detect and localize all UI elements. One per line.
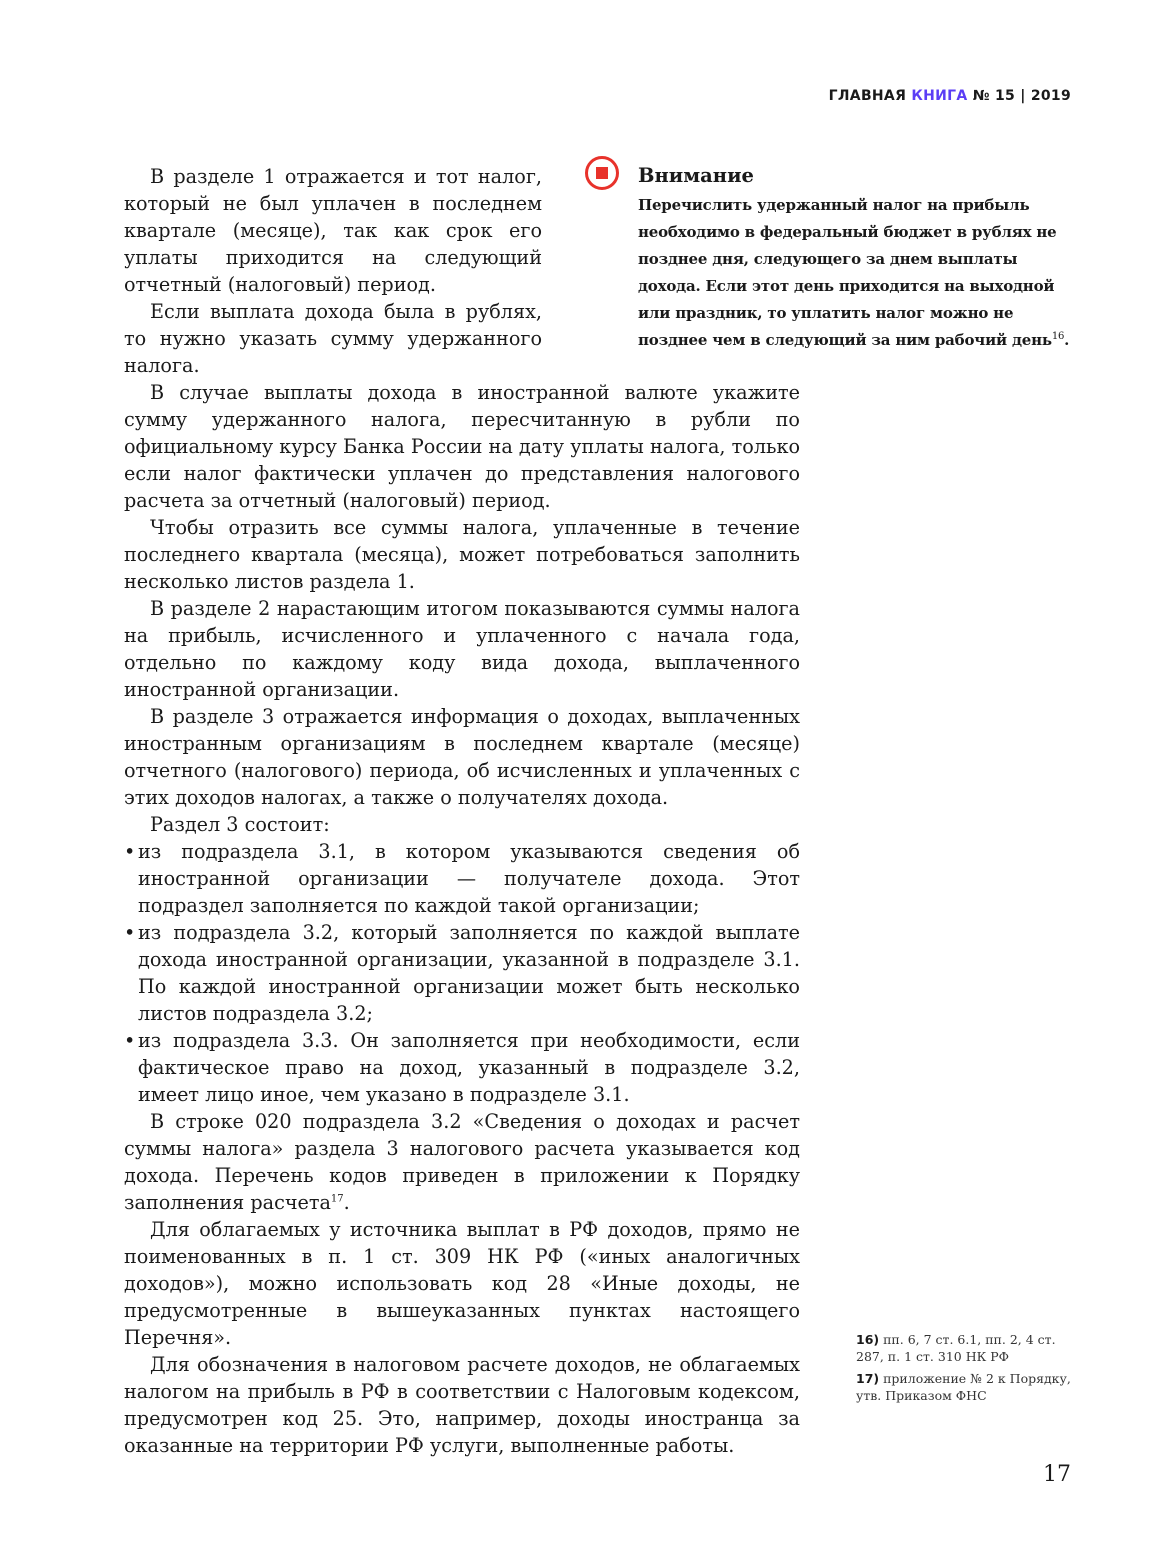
paragraph: В разделе 2 нарастающим итогом показываются суммы налога на прибыль, исчисленного и уплаченного с начала года, отдельно по каждому коду вида дохода, выплаченного иностранной организации. xyxy=(124,597,800,701)
page-number: 17 xyxy=(1043,1462,1071,1487)
footnote-ref-17: 17 xyxy=(330,1193,344,1205)
attention-title: Внимание xyxy=(638,164,754,187)
section-3-list xyxy=(124,838,800,1108)
paragraph: В случае выплаты дохода в иностранной валюте укажите сумму удержанного налога, пересчитанную в рубли по официальному курсу Банка России на дату уплаты налога, только если налог фактически уплачен до представления налогового расчета за отчетный (налоговый) период. xyxy=(124,381,800,512)
list-item: • из подраздела 3.2, который заполняется по каждой выплате дохода иностранной организации, указанной в подразделе 3.1. По каждой иностранной организации может быть несколько листов подраздела 3.2; xyxy=(124,921,800,1025)
paragraph: В разделе 3 отражается информация о доходах, выплаченных иностранным организациям в последнем квартале (месяце) отчетного (налогового) периода, об исчисленных и уплаченных с этих доходов налогах, а также о получателях дохода. xyxy=(124,705,800,809)
list-item: • из подраздела 3.1, в котором указываются сведения об иностранной организации — получателе дохода. Этот подраздел заполняется по каждой такой организации; xyxy=(124,840,800,917)
paragraph: Для обозначения в налоговом расчете доходов, не облагаемых налогом на прибыль в РФ в соответствии с Налоговым кодексом, предусмотрен код 25. Это, например, доходы иностранца за оказанные на территории РФ услуги, выполненные работы. xyxy=(124,1353,800,1457)
paragraph: В строке 020 подраздела 3.2 «Сведения о доходах и расчет суммы налога» раздела 3 налогового расчета указывается код дохода. Перечень кодов приведен в приложении к Порядку заполнения расчета$^{17}$. xyxy=(124,1110,800,1214)
paragraph: Раздел 3 состоит: xyxy=(150,813,330,836)
attention-text: Перечислить удержанный налог на прибыль необходимо в федеральный бюджет в рублях не позднее дня, следующего за днем выплаты дохода. Если этот день приходится на выходной или праздник, то уплатить налог можно не позднее чем в следующий за ним рабочий день$^{16}$. xyxy=(638,196,1070,349)
page-header xyxy=(829,88,1071,104)
footnote-16: 16) пп. 6, 7 ст. 6.1, пп. 2, 4 ст. 287, п. 1 ст. 310 НК РФ xyxy=(856,1332,1056,1364)
paragraph: Если выплата дохода была в рублях, то нужно указать сумму удержанного налога. xyxy=(124,300,542,377)
footnotes xyxy=(856,1331,1076,1409)
list-item: • из подраздела 3.3. Он заполняется при необходимости, если фактическое право на доход, указанный в подразделе 3.2, имеет лицо иное, чем указано в подразделе 3.1. xyxy=(124,1029,800,1106)
body-column-main xyxy=(124,379,800,1459)
magazine-name-part1: ГЛАВНАЯ xyxy=(828,88,907,104)
magazine-name-part2: КНИГА xyxy=(911,88,968,104)
paragraph: В разделе 1 отражается и тот налог, который не был уплачен в последнем квартале (месяце), так как срок его уплаты приходится на следующий отчетный (налоговый) период. xyxy=(124,165,542,296)
bullet-icon: • xyxy=(124,921,136,944)
footnote-ref-16: 16 xyxy=(1051,331,1065,342)
bullet-icon: • xyxy=(124,840,136,863)
issue-number: № 15 | 2019 xyxy=(972,88,1071,104)
footnote-17: 17) приложение № 2 к Порядку, утв. Приказом ФНС xyxy=(856,1371,1071,1403)
paragraph: Чтобы отразить все суммы налога, уплаченные в течение последнего квартала (месяца), может потребоваться заполнить несколько листов раздела 1. xyxy=(124,516,800,593)
body-column-top xyxy=(124,163,800,379)
paragraph: Для облагаемых у источника выплат в РФ доходов, прямо не поименованных в п. 1 ст. 309 НК РФ («иных аналогичных доходов»), можно использовать код 28 «Иные доходы, не предусмотренные в вышеуказанных пунктах настоящего Перечня». xyxy=(124,1218,800,1349)
bullet-icon: • xyxy=(124,1029,136,1052)
